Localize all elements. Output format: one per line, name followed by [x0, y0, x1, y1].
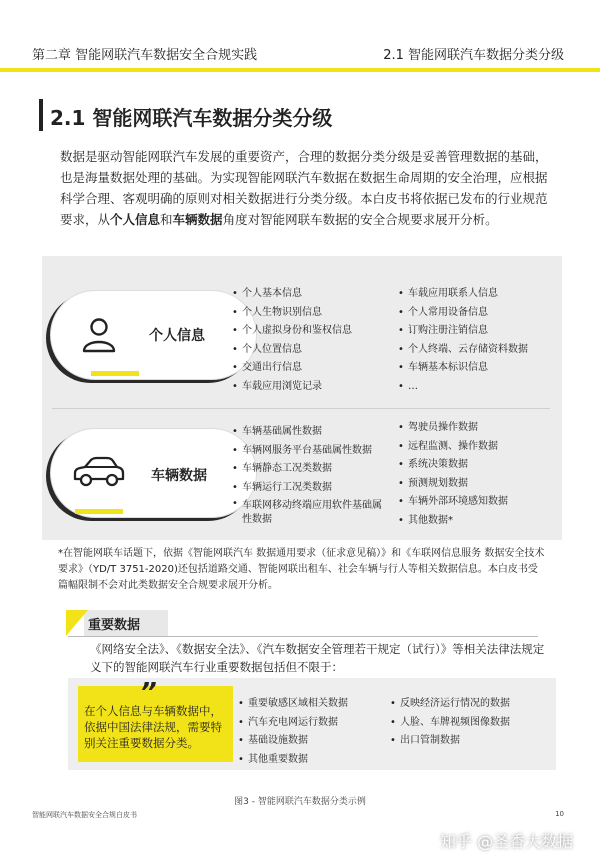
list-item: • 订购注册注销信息 [398, 322, 548, 341]
list-item: • 车载应用联系人信息 [398, 285, 548, 304]
list-item: • 车辆网服务平台基础属性数据 [232, 442, 382, 461]
personal-info-label: 个人信息 [149, 328, 205, 344]
personal-list-col2 [398, 285, 548, 396]
important-list-col1 [238, 695, 388, 769]
list-item: • 个人常用设备信息 [398, 304, 548, 323]
person-icon [79, 315, 119, 355]
list-item: • 驾驶员操作数据 [398, 419, 548, 438]
list-item: • 远程监测、操作数据 [398, 438, 548, 457]
vehicle-data-badge [50, 428, 257, 518]
section-title: 2.1 智能网联汽车数据分类分级 [50, 106, 333, 130]
list-item: • 基础设施数据 [238, 732, 388, 751]
list-item: • 出口管制数据 [390, 732, 550, 751]
footer-title: 智能网联汽车数据安全合规白皮书 [32, 811, 137, 819]
header-chapter: 第二章 智能网联汽车数据安全合规实践 [32, 48, 258, 63]
important-description: 《网络安全法》、《数据安全法》、《汽车数据安全管理若干规定（试行）》等相关法律法规定义下的智能网联汽车行业重要数据包括但不限于： [90, 642, 545, 674]
personal-info-badge [50, 290, 257, 380]
car-icon [71, 453, 127, 489]
list-item: • 车联网移动终端应用软件基础属性数据 [232, 497, 382, 529]
list-item: • 交通出行信息 [232, 359, 382, 378]
list-item: • 系统决策数据 [398, 456, 548, 475]
important-list-col2 [390, 695, 550, 751]
personal-accent-mark [91, 371, 139, 376]
figure-caption: 图3 - 智能网联汽车数据分类示例 [234, 797, 366, 807]
quote-mark-icon: ” [140, 678, 157, 708]
list-item: • 个人位置信息 [232, 341, 382, 360]
callout-text: 在个人信息与车辆数据中，依据中国法律法规，需要特别关注重要数据分类。 [84, 704, 222, 750]
intro-bold-vehicle: 车辆数据 [172, 212, 223, 227]
vehicle-list-col2 [398, 419, 548, 530]
page-number: 10 [555, 810, 564, 818]
vehicle-data-label: 车辆数据 [151, 468, 207, 484]
intro-bold-personal: 个人信息 [110, 212, 161, 227]
panel-divider [52, 408, 550, 409]
important-divider [68, 636, 538, 637]
list-item: • 车辆运行工况类数据 [232, 479, 382, 498]
list-item: • 重要敏感区域相关数据 [238, 695, 388, 714]
list-item: • 个人基本信息 [232, 285, 382, 304]
watermark: 知乎 @圣香大数据 [440, 832, 574, 851]
list-item: • 人脸、车牌视频图像数据 [390, 714, 550, 733]
footnote: *在智能网联车话题下，依据《智能网联汽车 数据通用要求（征求意见稿）》和《车联网信息服务 数据安全技术要求》（YD/T 3751-2020)还包括道路交通、智能网联出租车、社会车辆与行人等相关数据信息。本白皮书受篇幅限制不会对此类数据安全合规要求展开分析。 [58, 548, 545, 591]
section-title-bar [39, 99, 43, 131]
important-accent-triangle [66, 610, 88, 636]
list-item: • 其他数据* [398, 512, 548, 531]
list-item: • 车辆静态工况类数据 [232, 460, 382, 479]
list-item: • 汽车充电网运行数据 [238, 714, 388, 733]
vehicle-accent-mark [75, 509, 123, 514]
personal-list-col1 [232, 285, 382, 396]
list-item: • 个人生物识别信息 [232, 304, 382, 323]
list-item: • 车辆基础属性数据 [232, 423, 382, 442]
list-item: • … [398, 378, 548, 397]
list-item: • 车载应用浏览记录 [232, 378, 382, 397]
header-section: 2.1 智能网联汽车数据分类分级 [383, 48, 564, 63]
header-divider [0, 68, 600, 72]
list-item: • 反映经济运行情况的数据 [390, 695, 550, 714]
list-item: • 预测规划数据 [398, 475, 548, 494]
vehicle-list-col1 [232, 423, 382, 529]
list-item: • 车辆外部环境感知数据 [398, 493, 548, 512]
list-item: • 个人终端、云存储资料数据 [398, 341, 548, 360]
intro-paragraph: 数据是驱动智能网联汽车发展的重要资产，合理的数据分类分级是妥善管理数据的基础，也是海量数据处理的基础。为实现智能网联汽车数据在数据生命周期的安全治理，应根据科学合理、客观明确的原则对相关数据进行分类分级。本白皮书将依据已发布的行业规范要求，从个人信息和车辆数据角度对智能网联车数据的安全合规要求展开分析。 [60, 149, 548, 227]
list-item: • 其他重要数据 [238, 751, 388, 770]
important-label: 重要数据 [88, 618, 141, 633]
list-item: • 车辆基本标识信息 [398, 359, 548, 378]
list-item: • 个人虚拟身份和鉴权信息 [232, 322, 382, 341]
